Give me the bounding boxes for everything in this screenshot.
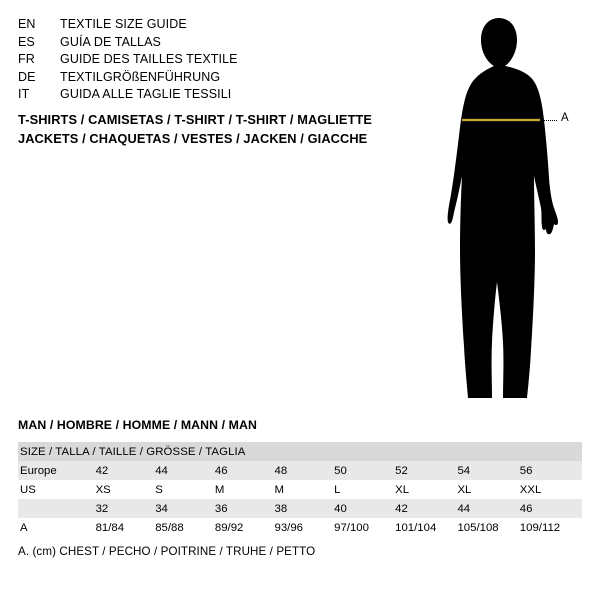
language-row [18,34,398,52]
table-cell: XS [96,480,156,499]
table-cell: 56 [520,461,582,480]
male-silhouette-figure [415,10,600,410]
row-label-a: A [18,518,96,537]
table-cell: 44 [457,499,519,518]
measure-leader-line [541,120,557,121]
category-jackets: JACKETS / CHAQUETAS / VESTES / JACKEN / GIACCHE [18,131,368,146]
language-title: GUIDE DES TAILLES TEXTILE [60,52,238,66]
table-cell: 46 [520,499,582,518]
table-cell: XXL [520,480,582,499]
table-cell: 81/84 [96,518,156,537]
table-row [18,518,582,537]
size-table [18,442,582,537]
table-row [18,480,582,499]
language-code: DE [18,69,36,84]
table-cell: 42 [96,461,156,480]
language-code: EN [18,17,36,31]
language-title: TEXTILGRÖßENFÜHRUNG [60,69,221,84]
table-cell: 34 [155,499,215,518]
table-cell: 48 [275,461,335,480]
table-cell: 32 [96,499,156,518]
language-row [18,69,398,87]
row-label-europe: Europe [18,461,96,480]
table-cell: XL [457,480,519,499]
silhouette-icon [415,10,600,410]
table-cell: 44 [155,461,215,480]
language-code: IT [18,87,30,101]
table-cell: 105/108 [457,518,519,537]
table-cell: 89/92 [215,518,275,537]
language-title: TEXTILE SIZE GUIDE [60,17,187,31]
table-cell: 38 [275,499,335,518]
table-row [18,461,582,480]
language-code: FR [18,52,35,66]
language-title-block [18,16,398,104]
language-row [18,51,398,69]
table-cell: 101/104 [395,518,457,537]
table-cell: 85/88 [155,518,215,537]
language-title: GUÍA DE TALLAS [60,34,161,49]
table-cell: 93/96 [275,518,335,537]
language-row [18,86,398,104]
table-row [18,499,582,518]
table-cell: M [215,480,275,499]
garment-category-block [18,110,418,148]
language-title: GUIDA ALLE TAGLIE TESSILI [60,87,232,101]
measure-label-a: A [561,112,570,124]
category-tshirts: T-SHIRTS / CAMISETAS / T-SHIRT / T-SHIRT / MAGLIETTE [18,112,373,127]
table-cell: 97/100 [334,518,395,537]
table-cell: XL [395,480,457,499]
row-label-blank [18,499,96,518]
table-title: MAN / HOMBRE / HOMME / MANN / MAN [18,418,257,432]
table-cell: 50 [334,461,395,480]
table-cell: S [155,480,215,499]
table-cell: 36 [215,499,275,518]
table-row-header [18,442,582,461]
table-cell: L [334,480,395,499]
row-label-us: US [18,480,96,499]
table-cell: 40 [334,499,395,518]
language-row [18,16,398,34]
table-cell: 42 [395,499,457,518]
table-cell: 109/112 [520,518,582,537]
table-cell: 54 [457,461,519,480]
footnote: A. (cm) CHEST / PECHO / POITRINE / TRUHE / PETTO [18,545,316,558]
table-cell: M [275,480,335,499]
language-code: ES [18,34,35,49]
table-cell: 46 [215,461,275,480]
table-cell: 52 [395,461,457,480]
table-header-label: SIZE / TALLA / TAILLE / GRÖSSE / TAGLIA [18,442,582,461]
